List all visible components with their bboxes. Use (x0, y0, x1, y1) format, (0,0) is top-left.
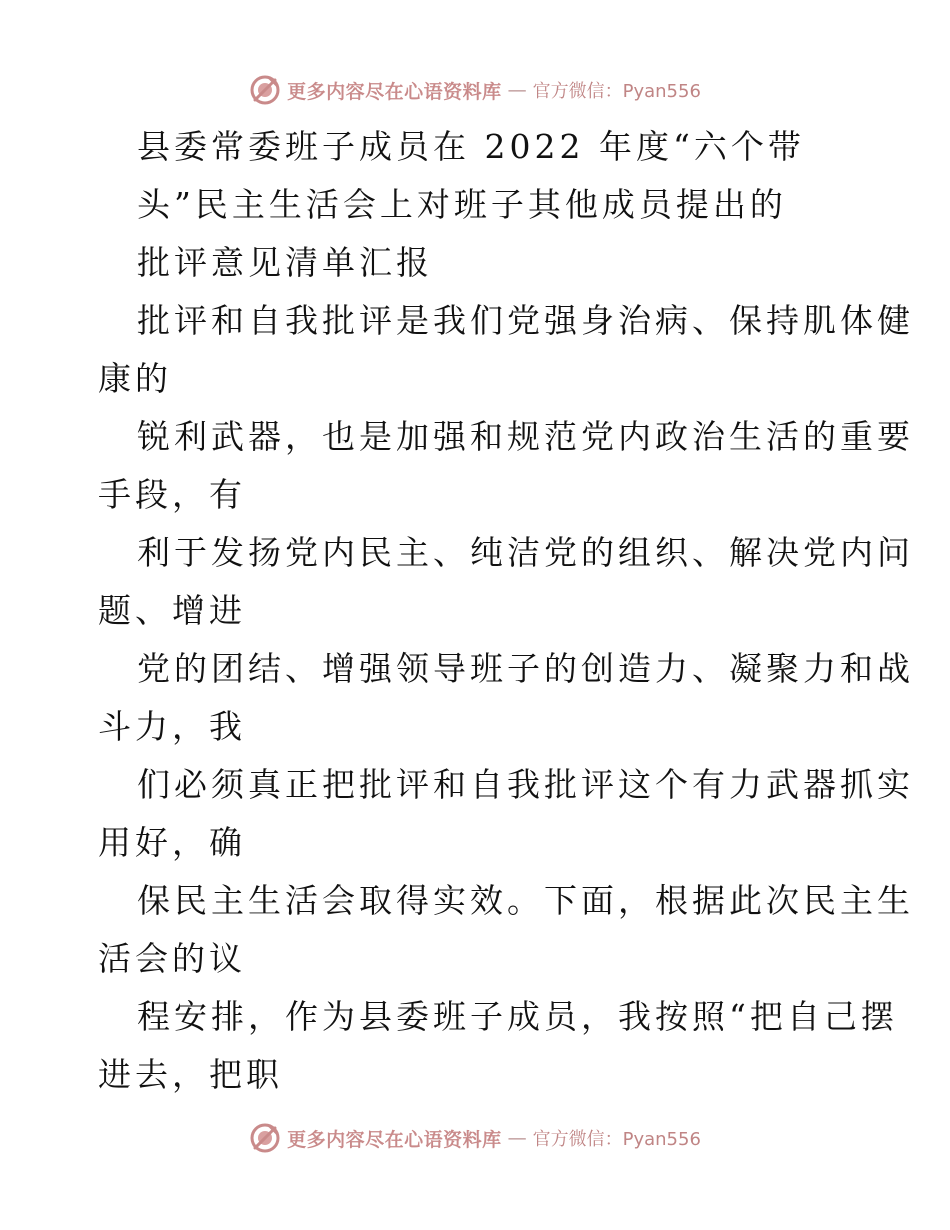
watermark-separator: — (507, 1127, 527, 1149)
seal-logo-icon (249, 74, 281, 106)
body-line-13: 程安排，作为县委班子成员，我按照“把自己摆 (137, 997, 898, 1036)
body-line-8: 斗力，我 (98, 707, 246, 746)
watermark-separator: — (507, 79, 527, 101)
body-line-9: 们必须真正把批评和自我批评这个有力武器抓实 (137, 765, 914, 804)
body-line-10: 用好，确 (98, 823, 246, 862)
body-line-3: 锐利武器，也是加强和规范党内政治生活的重要 (137, 417, 914, 456)
body-line-2: 康的 (98, 359, 172, 398)
watermark-banner-bottom (0, 1118, 950, 1158)
watermark-sub-text: 官方微信：Pyan556 (532, 1129, 701, 1150)
body-line-1: 批评和自我批评是我们党强身治病、保持肌体健 (137, 301, 914, 340)
body-line-6: 题、增进 (98, 591, 246, 630)
body-line-7: 党的团结、增强领导班子的创造力、凝聚力和战 (137, 649, 914, 688)
body-line-14: 进去，把职 (98, 1055, 283, 1094)
watermark-main-text: 更多内容尽在心语资料库 (287, 80, 502, 103)
watermark-banner-top (0, 70, 950, 110)
document-title-line-3: 批评意见清单汇报 (137, 243, 433, 282)
body-line-11: 保民主生活会取得实效。下面，根据此次民主生 (137, 881, 914, 920)
watermark-main-text: 更多内容尽在心语资料库 (287, 1128, 502, 1151)
body-line-12: 活会的议 (98, 939, 246, 978)
body-line-5: 利于发扬党内民主、纯洁党的组织、解决党内问 (137, 533, 914, 572)
seal-logo-icon (249, 1122, 281, 1154)
document-title-line-2: 头”民主生活会上对班子其他成员提出的 (137, 185, 787, 224)
document-title-line-1: 县委常委班子成员在 2022 年度“六个带 (137, 127, 805, 166)
watermark-sub-text: 官方微信：Pyan556 (532, 81, 701, 102)
body-line-4: 手段，有 (98, 475, 246, 514)
